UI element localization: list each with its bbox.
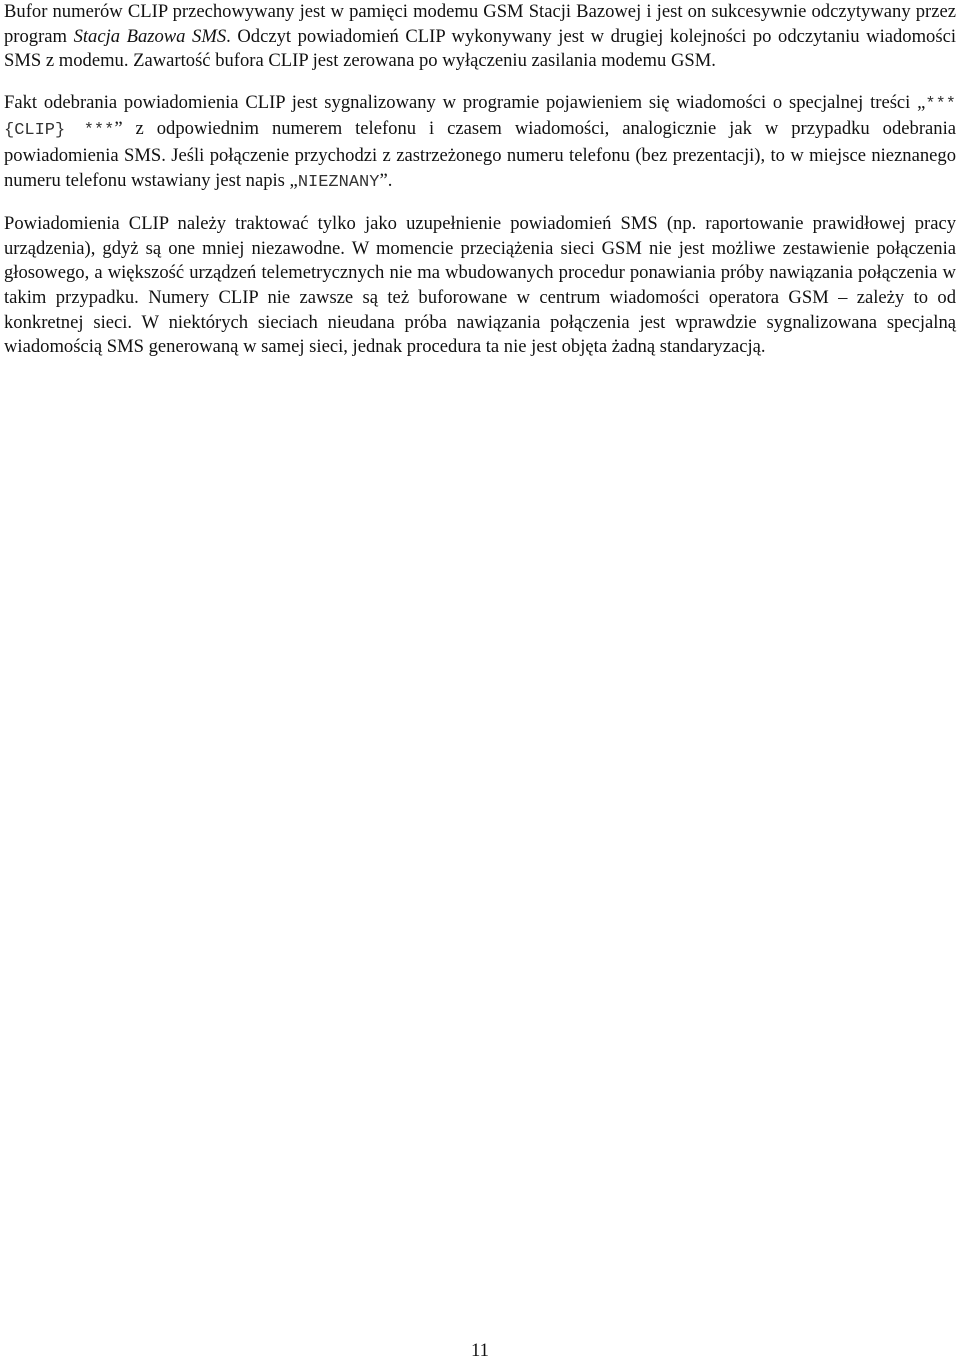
page-number: 11 — [471, 1340, 489, 1361]
clip-code-text: *** {CLIP} *** — [4, 94, 956, 141]
paragraph-clip-reliability: Powiadomienia CLIP należy traktować tylko jako uzupełnienie powiadomień SMS (np. raportowanie prawidłowej pracy urządzenia), gdyż są one mniej niezawodne. W momencie przeciążenia sieci GSM nie jest możliwe zestawienie połączenia głosowego, a większość urządzeń telemetrycznych nie ma wbudowanych procedur ponawiania próby nawiązania połączenia w takim przypadku. Numery CLIP nie zawsze są też buforowane w centrum wiadomości operatora GSM – zależy to od konkretnej sieci. W niektórych sieciach nieudana próba nawiązania połączenia jest wprawdzie sygnalizowana specjalną wiadomością SMS generowaną w samej sieci, jednak procedura ta nie jest objęta żadną standaryzacją. — [4, 213, 956, 358]
program-name-italic: Stacja Bazowa SMS — [73, 25, 227, 47]
unknown-number-code-text: NIEZNANY — [297, 172, 380, 192]
paragraph-clip-signal — [4, 91, 956, 195]
paragraph-2-text-3: ”. — [379, 169, 393, 191]
paragraph-1-text-start: Bufor numerów CLIP przechowywany jest w pamięci modemu GSM Stacji Bazowej i jest on sukcesywnie odczytywany przez program — [4, 1, 956, 47]
paragraph-1-text-end: . Odczyt powiadomień CLIP wykonywany jest w drugiej kolejności po odczytaniu wiadomości SMS z modemu. Zawartość bufora CLIP jest zerowana po wyłączeniu zasilania modemu GSM. — [4, 25, 957, 72]
paragraph-2-text-2: ” z odpowiednim numerem telefonu i czasem wiadomości, analogicznie jak w przypadku odebrania powiadomienia SMS. Jeśli połączenie przychodzi z zastrzeżonego numeru telefonu (bez prezentacji), to w miejsce nieznanego numeru telefonu wstawiany jest napis „ — [4, 118, 956, 191]
paragraph-2-text-1: Fakt odebrania powiadomienia CLIP jest sygnalizowany w programie pojawieniem się wiadomości o specjalnej treści „ — [4, 91, 926, 113]
document-body — [4, 0, 956, 360]
paragraph-clip-buffer — [4, 0, 956, 74]
